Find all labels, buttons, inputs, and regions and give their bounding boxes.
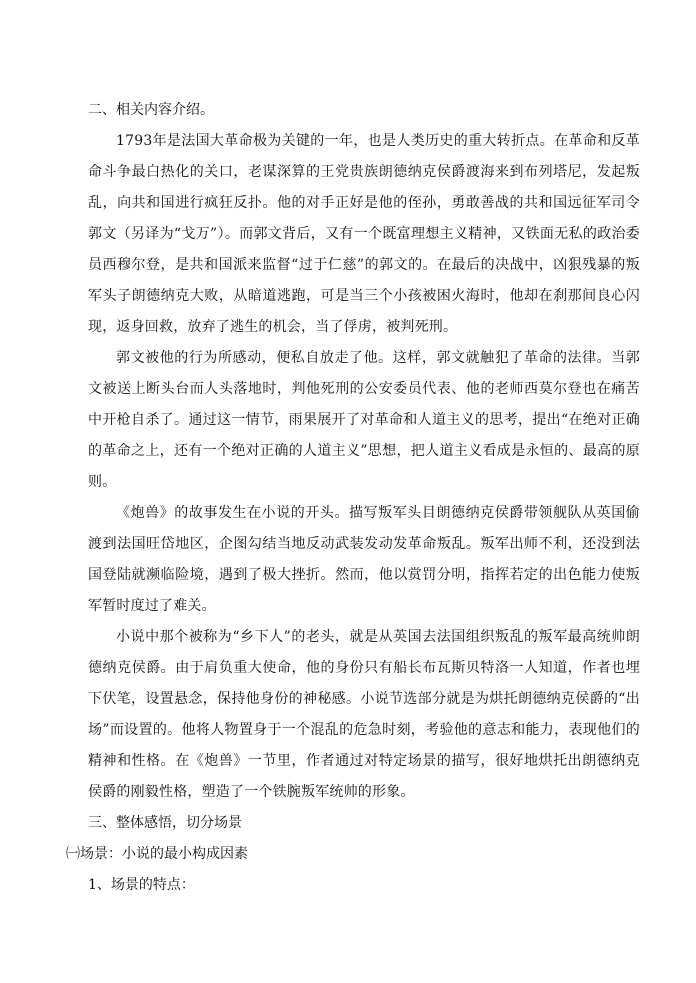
paragraph-ninety-three-opening: 《炮兽》的故事发生在小说的开头。描写叛军头目朗德纳克侯爵带领舰队从英国偷渡到法国旺岱地区，企图勾结当地反动武装发动发革命叛乱。叛军出师不利，还没到法国登陆就濒临险境，遇到了极大挫折。然而，他以赏罚分明，指挥若定的出色能力使叛军暂时度过了难关。 xyxy=(88,505,640,614)
paragraph-gauvain-execution: 郭文被他的行为所感动，便私自放走了他。这样，郭文就触犯了革命的法律。当郭文被送上断头台而人头落地时，判他死刑的公安委员代表、他的老师西莫尔登也在痛苦中开枪自杀了。通过这一情节，雨果展开了对革命和人道主义的思考，提出“在绝对正确的革命之上，还有一个绝对正确的人道主义”思想，把人道主义看成是永恒的、最高的原则。 xyxy=(88,350,640,490)
section-heading-related-content: 二、相关内容介绍。 xyxy=(88,102,214,118)
sub-heading-scene-features: 1、场景的特点： xyxy=(88,877,195,893)
paragraph-country-man-identity: 小说中那个被称为“乡下人”的老头，就是从英国去法国组织叛乱的叛军最高统帅朗德纳克侯爵。由于肩负重大使命，他的身份只有船长布瓦斯贝特洛一人知道，作者也埋下伏笔，设置悬念，保持他身份的神秘感。小说节选部分就是为烘托朗德纳克侯爵的“出场”而设置的。他将人物置身于一个混乱的危急时刻，考验他的意志和能力，表现他们的精神和性格。在《炮兽》一节里，作者通过对特定场景的描写，很好地烘托出朗德纳克侯爵的刚毅性格，塑造了一个铁腕叛军统帅的形象。 xyxy=(88,629,640,800)
document-body xyxy=(66,95,640,901)
paragraph-1793-background: 1793年是法国大革命极为关键的一年，也是人类历史的重大转折点。在革命和反革命斗争最白热化的关口，老谋深算的王党贵族朗德纳克侯爵渡海来到布列塔尼，发起叛乱，向共和国进行疯狂反扑。他的对手正好是他的侄孙，勇敢善战的共和国远征军司令郭文（另译为“戈万”）。而郭文背后，又有一个既富理想主义精神，又铁面无私的政治委员西穆尔登，是共和国派来监督“过于仁慈”的郭文的。在最后的决战中，凶狠残暴的叛军头子朗德纳克大败，从暗道逃跑，可是当三个小孩被困火海时，他却在刹那间良心闪现，返身回救，放弃了逃生的机会，当了俘虏，被判死刑。 xyxy=(88,133,640,335)
sub-heading-scene-definition: ㈠场景：小说的最小构成因素 xyxy=(66,846,248,862)
section-heading-overall-understanding: 三、整体感悟，切分场景 xyxy=(88,815,242,831)
